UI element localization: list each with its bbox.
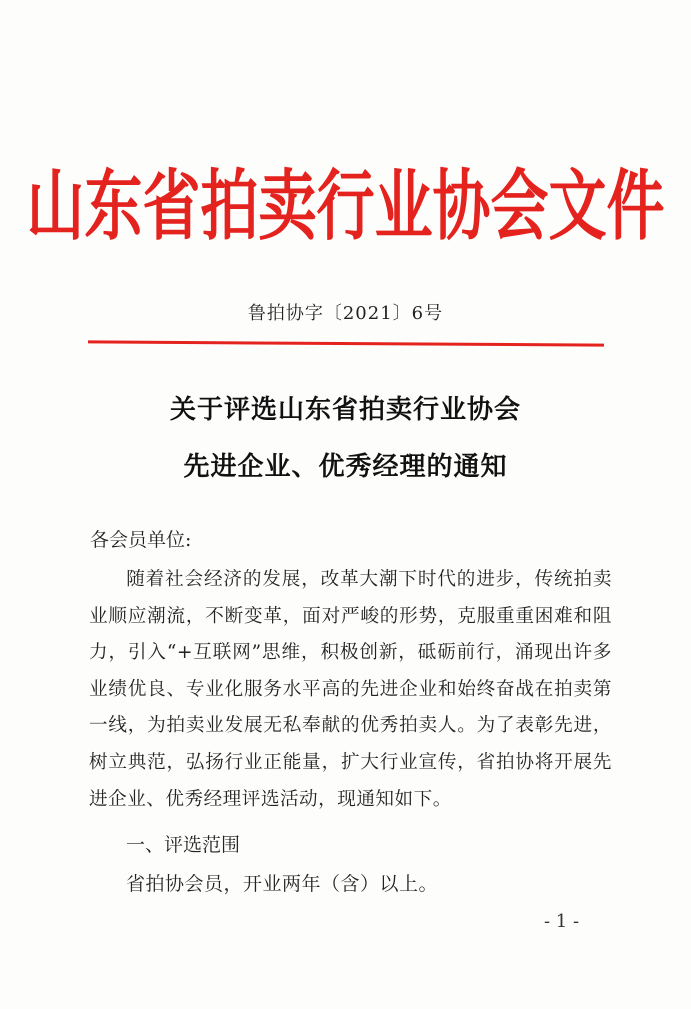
issuer-title: 山东省拍卖行业协会文件: [26, 161, 665, 251]
notice-title-line1: 关于评选山东省拍卖行业协会: [169, 395, 521, 425]
salutation: 各会员单位:: [90, 529, 192, 551]
notice-title-line2: 先进企业、优秀经理的通知: [183, 452, 508, 482]
section-heading-scope: 一、评选范围: [126, 834, 241, 856]
section-text-scope: 省拍协会员，开业两年（含）以上。: [126, 873, 439, 895]
page-number: - 1 -: [544, 911, 580, 932]
body-paragraph: 随着社会经济的发展，改革大潮下时代的进步，传统拍卖业顺应潮流，不断变革，面对严峻的形势，克服重重困难和阻力，引入“+互联网”思维，积极创新，砥砺前行，涌现出许多业绩优良、专业化服务水平高的先进企业和始终奋战在拍卖第一线，为拍卖业发展无私奉献的优秀拍卖人。为了表彰先进，树立典范，弘扬行业正能量，扩大行业宣传，省拍协将开展先进企业、优秀经理评选活动，现通知如下。: [89, 569, 612, 810]
document-number: 鲁拍协字〔2021〕6号: [247, 303, 444, 324]
red-divider-line: [88, 340, 604, 346]
